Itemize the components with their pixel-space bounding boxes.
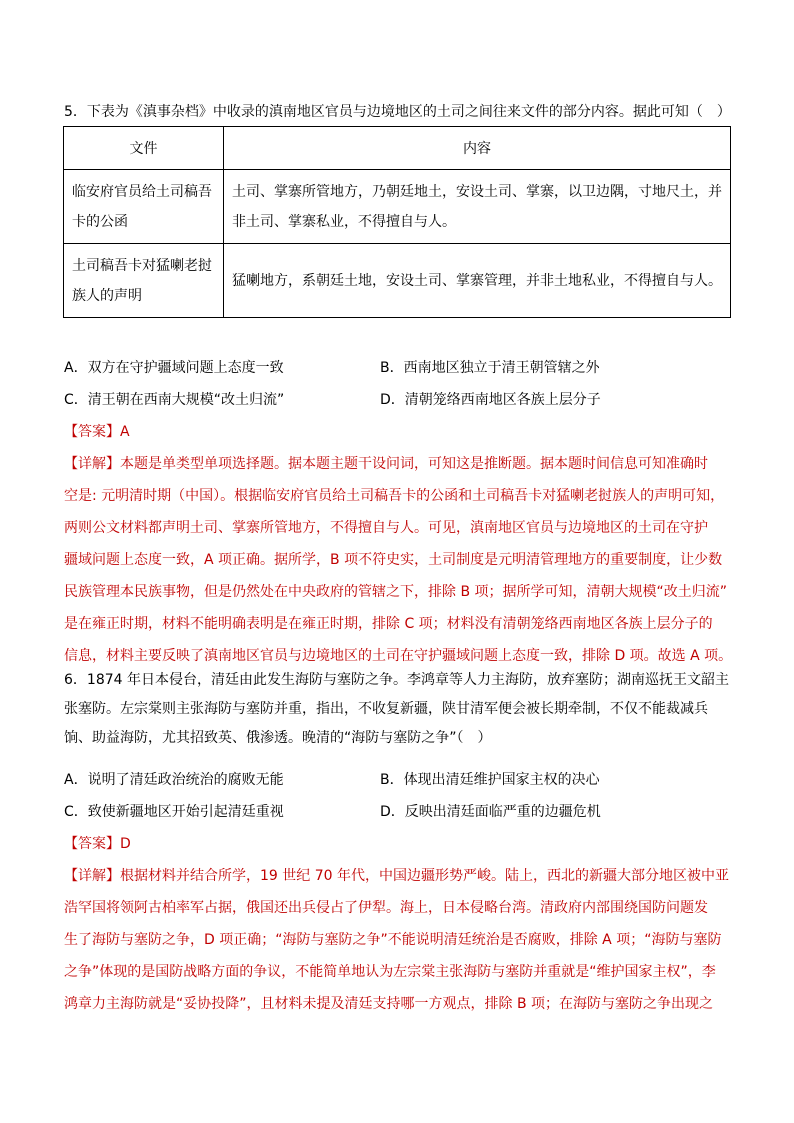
row-1-content: [224, 170, 731, 244]
explain-line: 民族管理本民族事物，但是仍然处在中央政府的管辖之下，排除 B 项；据所学可知，清朝大规模“改土归流”: [64, 584, 728, 600]
row-2-content: [224, 244, 731, 318]
question-5-stem: 5．下表为《滇事杂档》中收录的滇南地区官员与边境地区的土司之间往来文件的部分内容。据此可知（ ）: [64, 104, 731, 120]
q6-answer: [64, 834, 131, 854]
row-1-content-line-2: 非土司、掌寨私业，不得擅自与人。: [232, 213, 456, 230]
q5-option-c: C．清王朝在西南大规模“改土归流”: [64, 392, 285, 408]
table-row: [64, 170, 731, 244]
answer-value: A: [120, 424, 130, 440]
q6-stem-line: 6．1874 年日本侵台，清廷由此发生海防与塞防之争。李鸿章等人力主海防，放弃塞防；湖南巡抚王文韶主: [64, 672, 729, 688]
row-2-file-line-2: 族人的声明: [72, 287, 142, 304]
q6-stem-line: 饷、助益海防，尤其招致英、俄渗透。晚清的“海防与塞防之争”（ ）: [64, 730, 492, 746]
table-header-row: [64, 127, 731, 170]
explain-line: 空是: 元明清时期（中国）。根据临安府官员给土司稿吾卡的公函和土司稿吾卡对猛喇老挝族人的声明可知，: [64, 488, 725, 504]
row-2-file: [64, 244, 224, 318]
q6-option-c: C．致使新疆地区开始引起清廷重视: [64, 804, 284, 820]
row-1-file-line-1: 临安府官员给土司稿吾: [72, 183, 212, 200]
explain-label: 【详解】: [64, 456, 120, 472]
explain-line: 信息，材料主要反映了滇南地区官员与边境地区的土司在守护疆域问题上态度一致，排除 D 项。故选 A 项。: [64, 648, 732, 664]
row-1-file: [64, 170, 224, 244]
q5-option-d: D．清朝笼络西南地区各族上层分子: [380, 392, 601, 408]
explain-line: 生了海防与塞防之争，D 项正确；“海防与塞防之争”不能说明清廷统治是否腐败，排除 A 项；“海防与塞防: [64, 932, 722, 948]
answer-value: D: [120, 836, 131, 852]
header-file: 文件: [64, 127, 224, 170]
row-2-content-line-1: 猛喇地方，系朝廷土地，安设土司、掌寨管理，并非土地私业，不得擅自与人。: [232, 272, 722, 289]
explain-line: 是在雍正时期，材料不能明确表明是在雍正时期，排除 C 项；材料没有清朝笼络西南地区各族上层分子的: [64, 616, 713, 632]
q6-option-a: A．说明了清廷政治统治的腐败无能: [64, 772, 284, 788]
q6-option-b: B．体现出清廷维护国家主权的决心: [380, 772, 600, 788]
explain-line: 鸿章力主海防就是“妥协投降”，且材料未提及清廷支持哪一方观点，排除 B 项；在海防与塞防之争出现之: [64, 996, 714, 1012]
row-1-file-line-2: 卡的公函: [72, 213, 128, 230]
table-row: [64, 244, 731, 318]
explain-line: 疆域问题上态度一致，A 项正确。据所学，B 项不符史实，土司制度是元明清管理地方的重要制度，让少数: [64, 552, 723, 568]
answer-label: 【答案】: [64, 836, 120, 852]
row-1-content-line-1: 土司、掌寨所管地方，乃朝廷地土，安设土司、掌寨，以卫边隅，寸地尺土，并: [232, 183, 722, 200]
answer-label: 【答案】: [64, 424, 120, 440]
q5-option-a: A．双方在守护疆域问题上态度一致: [64, 360, 284, 376]
q5-explanation: [64, 448, 732, 672]
explain-label: 【详解】: [64, 868, 120, 884]
documents-table: [63, 126, 731, 318]
q5-option-b: B．西南地区独立于清王朝管辖之外: [380, 360, 600, 376]
row-2-file-line-1: 土司稿吾卡对猛喇老挝: [72, 257, 212, 274]
explain-line: 浩罕国将领阿古柏率军占据，俄国还出兵侵占了伊犁。海上，日本侵略台湾。清政府内部围绕国防问题发: [64, 900, 708, 916]
question-6-stem: [64, 666, 732, 753]
explain-line: 两则公文材料都声明土司、掌寨所管地方，不得擅自与人。可见，滇南地区官员与边境地区的土司在守护: [64, 520, 708, 536]
explain-line: 根据材料并结合所学，19 世纪 70 年代，中国边疆形势严峻。陆上，西北的新疆大部分地区被中亚: [120, 868, 729, 884]
q6-stem-line: 张塞防。左宗棠则主张海防与塞防并重，指出，不收复新疆，陕甘清军便会被长期牵制，不仅不能裁减兵: [64, 701, 708, 717]
q5-answer: [64, 422, 130, 442]
header-content: 内容: [224, 127, 731, 170]
explain-line: 本题是单类型单项选择题。据本题主题干设问词，可知这是推断题。据本题时间信息可知准确时: [120, 456, 708, 472]
explain-line: 之争”体现的是国防战略方面的争议，不能简单地认为左宗棠主张海防与塞防并重就是“维护国家主权”，李: [64, 964, 716, 980]
q6-explanation: [64, 860, 732, 1020]
q6-option-d: D．反映出清廷面临严重的边疆危机: [380, 804, 601, 820]
